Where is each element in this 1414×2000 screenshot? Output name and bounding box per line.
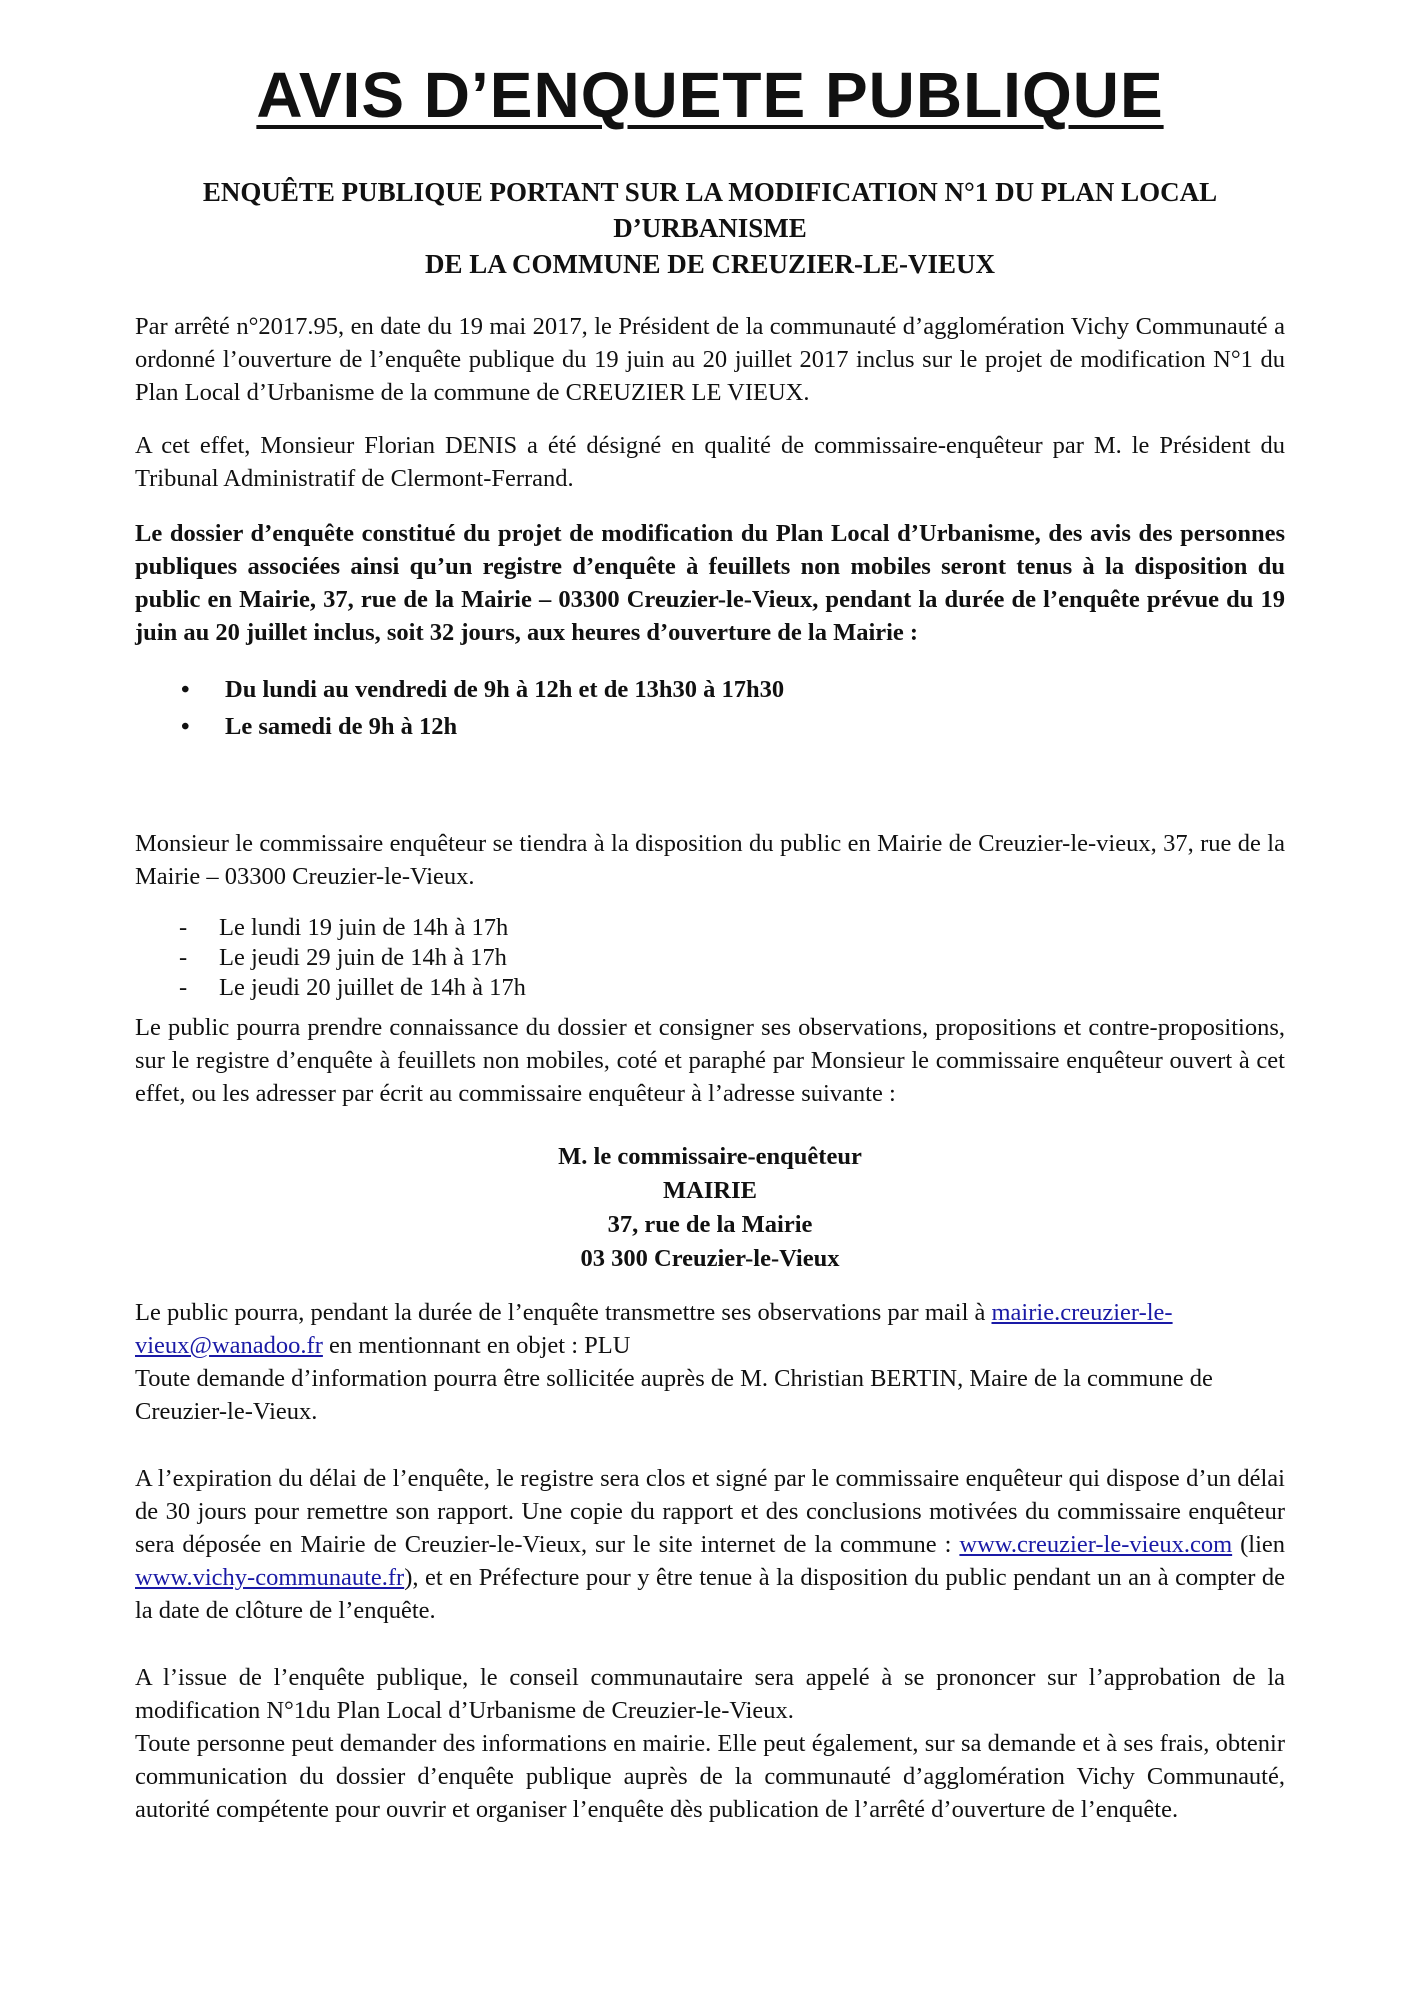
expiration-text-mid: (lien	[1232, 1531, 1285, 1558]
expiration-paragraph	[135, 1462, 1285, 1627]
commissaire-paragraph: A cet effet, Monsieur Florian DENIS a été désigné en qualité de commissaire-enquêteur par M. le Président du Tribunal Administratif de Clermont-Ferrand.	[135, 432, 1285, 492]
list-item: • Le samedi de 9h à 12h	[225, 708, 1285, 745]
arrete-paragraph: Par arrêté n°2017.95, en date du 19 mai 2017, le Président de la communauté d’agglomération Vichy Communauté a ordonné l’ouverture de l’enquête publique du 19 juin au 20 juillet 2017 inclus sur le projet de modification N°1 du Plan Local d’Urbanisme de la commune de CREUZIER LE VIEUX.	[135, 313, 1285, 406]
address-line-1: M. le commissaire-enquêteur	[558, 1143, 862, 1170]
mail-paragraph	[135, 1296, 1285, 1362]
address-line-4: 03 300 Creuzier-le-Vieux	[580, 1245, 840, 1272]
notice-subtitle	[135, 174, 1285, 282]
notice-page	[135, 52, 1285, 1826]
subtitle-line-3: DE LA COMMUNE DE CREUZIER-LE-VIEUX	[424, 249, 996, 279]
mail-text-after: en mentionnant en objet : PLU	[322, 1332, 631, 1359]
information-paragraph: Toute demande d’information pourra être sollicitée auprès de M. Christian BERTIN, Maire de la commune de Creuzier-le-Vieux.	[135, 1365, 1213, 1425]
subtitle-line-2: D’URBANISME	[613, 213, 807, 243]
list-item: • Du lundi au vendredi de 9h à 12h et de 13h30 à 17h30	[225, 671, 1285, 708]
email-link[interactable]: mairie.creuzier-le-vieux@wanadoo.fr	[135, 1299, 1173, 1359]
dossier-paragraph: Le dossier d’enquête constitué du projet de modification du Plan Local d’Urbanisme, des avis des personnes publiques associées ainsi qu’un registre d’enquête à feuillets non mobiles seront tenus à la disposition du public en Mairie, 37, rue de la Mairie – 03300 Creuzier-le-Vieux, pendant la durée de l’enquête prévue du 19 juin au 20 juillet inclus, soit 32 jours, aux heures d’ouverture de la Mairie :	[135, 520, 1285, 646]
opening-hours-list	[135, 671, 1285, 745]
list-item: - Le lundi 19 juin de 14h à 17h	[219, 913, 1285, 943]
expiration-text-before: A l’expiration du délai de l’enquête, le registre sera clos et signé par le commissaire enquêteur qui dispose d’un délai de 30 jours pour remettre son rapport. Une copie du rapport et des conclusions motivées du commissaire enquêteur sera déposée en Mairie de Creuzier-le-Vieux, sur le site internet de la commune :	[135, 1465, 1285, 1558]
expiration-text-after: ), et en Préfecture pour y être tenue à la disposition du public pendant un an à compter de la date de clôture de l’enquête.	[135, 1564, 1285, 1624]
subtitle-line-1: ENQUÊTE PUBLIQUE PORTANT SUR LA MODIFICATION N°1 DU PLAN LOCAL	[202, 177, 1218, 207]
commune-website-link[interactable]: www.creuzier-le-vieux.com	[959, 1531, 1233, 1558]
address-line-3: 37, rue de la Mairie	[607, 1211, 813, 1238]
permanences-intro-paragraph: Monsieur le commissaire enquêteur se tiendra à la disposition du public en Mairie de Creuzier-le-vieux, 37, rue de la Mairie – 03300 Creuzier-le-Vieux.	[135, 830, 1285, 890]
observations-paragraph: Le public pourra prendre connaissance du dossier et consigner ses observations, propositions et contre-propositions, sur le registre d’enquête à feuillets non mobiles, coté et paraphé par Monsieur le commissaire enquêteur ouvert à cet effet, ou les adresser par écrit au commissaire enquêteur à l’adresse suivante :	[135, 1014, 1285, 1107]
list-item: - Le jeudi 29 juin de 14h à 17h	[219, 943, 1285, 973]
address-line-2: MAIRIE	[663, 1177, 757, 1204]
permanences-list	[135, 913, 1285, 1003]
vichy-website-link[interactable]: www.vichy-communaute.fr	[135, 1564, 405, 1591]
mail-text-before: Le public pourra, pendant la durée de l’enquête transmettre ses observations par mail à	[135, 1299, 992, 1326]
issue-paragraph: A l’issue de l’enquête publique, le conseil communautaire sera appelé à se prononcer sur l’approbation de la modification N°1du Plan Local d’Urbanisme de Creuzier-le-Vieux.	[135, 1664, 1285, 1724]
toute-personne-paragraph: Toute personne peut demander des informations en mairie. Elle peut également, sur sa demande et à ses frais, obtenir communication du dossier d’enquête publique auprès de la communauté d’agglomération Vichy Communauté, autorité compétente pour ouvrir et organiser l’enquête dès publication de l’arrêté d’ouverture de l’enquête.	[135, 1730, 1285, 1823]
page-title: AVIS D’ENQUETE PUBLIQUE	[256, 59, 1164, 131]
postal-address	[135, 1140, 1285, 1276]
list-item: - Le jeudi 20 juillet de 14h à 17h	[219, 973, 1285, 1003]
